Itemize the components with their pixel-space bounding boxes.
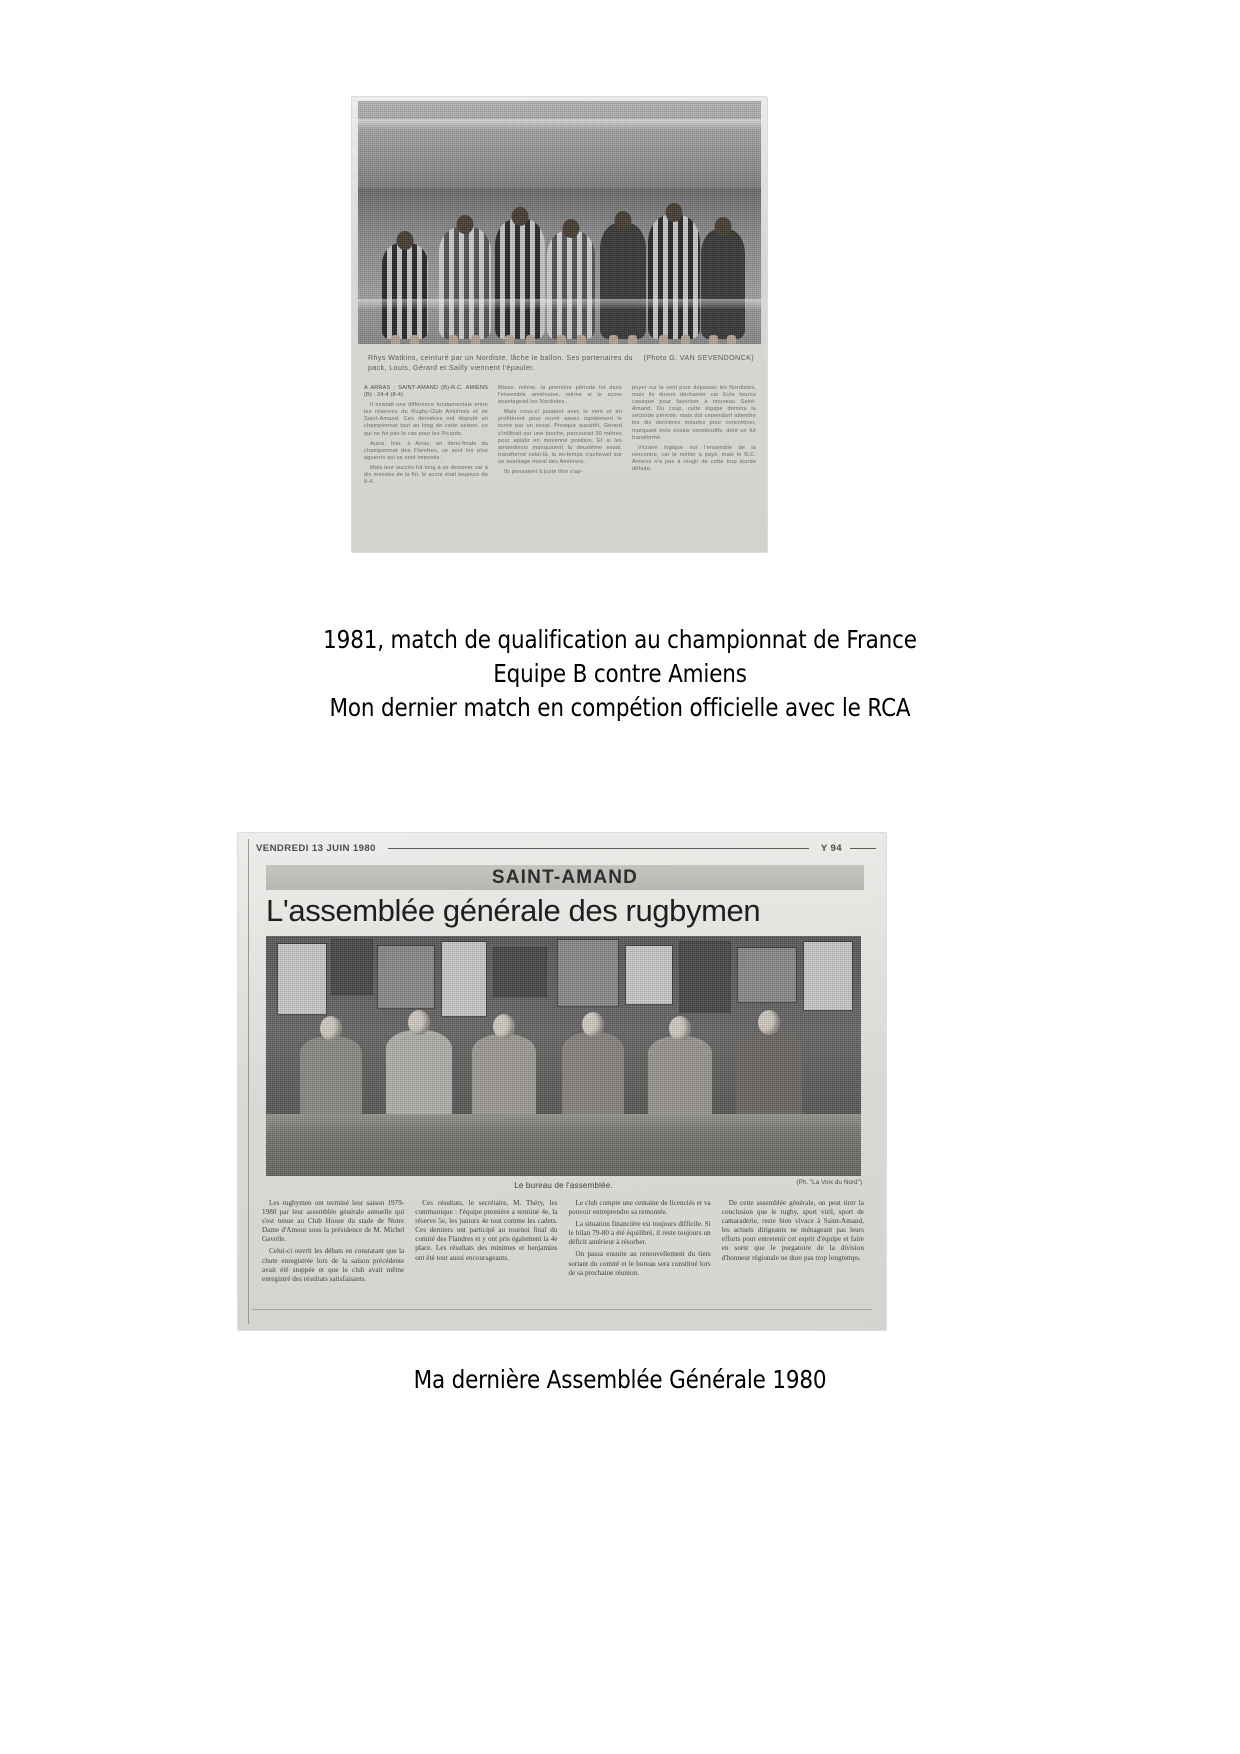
dateline-rule-end (850, 848, 876, 849)
newspaper-dateline (256, 841, 876, 856)
paper-fold-line (358, 119, 761, 129)
article-column (415, 1199, 557, 1287)
photo-credit: (Ph. "La Voix du Nord") (796, 1179, 862, 1186)
column-rule (248, 839, 249, 1324)
dateline-rule (388, 848, 809, 849)
article-columns (262, 1199, 864, 1287)
article-paragraph: puyer sur le vent pour dépasser les Nordistes, mais ils durent déchanter car Eole tourna casaque pour favoriser à nouveau Saint-Amand. Du coup, cette équipe domina la seconde période, mais dut cependant attendre les dix dernières minutes pour concrétiser, marquant trois essais consécutifs, dont un fut transformé. (632, 385, 756, 441)
clipping-baseline (252, 1309, 872, 1310)
article-paragraph: La situation financière est toujours difficile. Si le bilan 79-80 a été équilibré, il reste toujours un déficit antérieur à résorber. (568, 1220, 711, 1247)
caption-line: Ma dernière Assemblée Générale 1980 (413, 1365, 827, 1394)
caption-top (0, 623, 1240, 725)
article-paragraph: Il existait une différence fondamentale entre les réserves du Rugby-Club Amiénois et de Saint-Amand. Ces dernières ont disputé un championnat tout au long de cette saison, ce qui ne fut pas le cas pour les Picards. (364, 402, 488, 437)
assembly-committee-photo (266, 936, 861, 1176)
article-paragraph: Celui-ci ouvrit les débats en constatant que la chute enregistrée lors de la saison précédente avait été stoppée et que le club avait même enregistré des résultats satisfaisants. (262, 1247, 405, 1283)
dateline-page-code: Y 94 (820, 843, 842, 854)
caption-line: 1981, match de qualification au championnat de France (323, 625, 917, 654)
section-banner (266, 865, 864, 890)
article-column (722, 1199, 864, 1287)
article-paragraph: Mais leur succès fut long à se dessiner car à dix minutes de la fin, le score était toujours de 8-4. (364, 464, 488, 486)
rugby-match-photo (358, 101, 761, 344)
newspaper-clipping-bottom (238, 833, 886, 1330)
caption-line: Mon dernier match en compétion officielle avec le RCA (329, 693, 911, 722)
article-paragraph: Victoire logique sur l'ensemble de la rencontre, car le métier a payé, mais le R.C. Amiens n'a pas à rougir de cette trop lourde défaite. (632, 444, 756, 473)
article-paragraph: Le club compte une centaine de licenciés et va pouvoir entreprendre sa remontée. (568, 1199, 711, 1217)
dateline-date: VENDREDI 13 JUIN 1980 (256, 843, 376, 854)
article-paragraph: Ces résultats, le secrétaire, M. Théry, les communique : l'équipe première a terminé 4e, la réserve 5e, les juniors 4e tout comme les cadets. Ces derniers ont participé au tournoi final du comité des Flandres et y ont pris également la 4e place. Les résultats des minimes et benjamins ont été tout aussi encourageants. (415, 1199, 558, 1262)
article-paragraph: On passa ensuite au renouvellement du tiers sortant du comité et le bureau sera constitué lors de sa prochaine réunion. (568, 1250, 711, 1277)
caption-line: Equipe B contre Amiens (493, 659, 747, 688)
article-paragraph: De cette assemblée générale, on peut tirer la conclusion que le rugby, sport viril, sport de camaraderie, reste bien vivace à Saint-Amand, les actuels dirigeants ne ménageant pas leurs efforts pour entretenir cet esprit d'équipe et faire en sorte que le purgatoire de la division d'honneur régionale ne dure pas trop longtemps. (721, 1199, 864, 1262)
photo-caption: Le bureau de l'assemblée. (514, 1181, 613, 1190)
article-column (262, 1199, 404, 1287)
article-paragraph: Ils pensaient à juste titre s'ap- (504, 469, 583, 476)
article-paragraph: Mieux, même, la première période fut dans l'ensemble amiénoise, même si le score avantageait les Nordistes. (498, 385, 622, 406)
photo-halftone-texture (266, 936, 861, 1176)
article-column (569, 1199, 711, 1287)
article-columns (364, 385, 756, 489)
paper-fold-line (358, 299, 761, 309)
article-headline: A ARRAS : SAINT-AMAND (B)-R.C. AMIENS (B) : 24-4 (8-4) (364, 385, 488, 399)
caption-bottom (0, 1363, 1240, 1397)
article-paragraph: Aussi, hier, à Arras, en demi-finale du championnat des Flandres, ce sont les plus aguerris qui se sont imposés. (364, 440, 488, 461)
photo-cutline (368, 353, 754, 373)
photo-credit: (Photo G. VAN SEVENDONCK) (643, 353, 754, 362)
article-headline: L'assemblée générale des rugbymen (266, 893, 761, 928)
article-column (498, 385, 622, 489)
article-paragraph: Mais ceux-ci jouaient avec le vent et en profitèrent pour ouvrir assez rapidement le score par un essai. Presque aussitôt, Gérard s'infiltrait sur une touche, parcourait 30 mètres pour aplatir en moyenne position. Et si les amandinois manquaient la deuxième essai, transformé celui-là, la mi-temps s'achevait sur un avantage moral des Amiénois. (498, 409, 622, 465)
newspaper-clipping-top (352, 97, 767, 552)
section-banner-label: SAINT-AMAND (491, 866, 639, 888)
column-rule (248, 1270, 249, 1310)
photo-cutline-text: Rhys Watkins, ceinturé par un Nordiste, lâche le ballon. Ses partenaires du pack, Louis, Gérard et Sailly viennent l'épauler. (368, 353, 633, 372)
article-column (632, 385, 756, 489)
article-paragraph: Les rugbymen ont terminé leur saison 1979-1980 par leur assemblée générale annuelle qui s'est tenue au Club House du stade de Notre Dame d'Amour sous la présidence de M. Michel Gavelle. (262, 1199, 405, 1244)
article-column (364, 385, 488, 489)
